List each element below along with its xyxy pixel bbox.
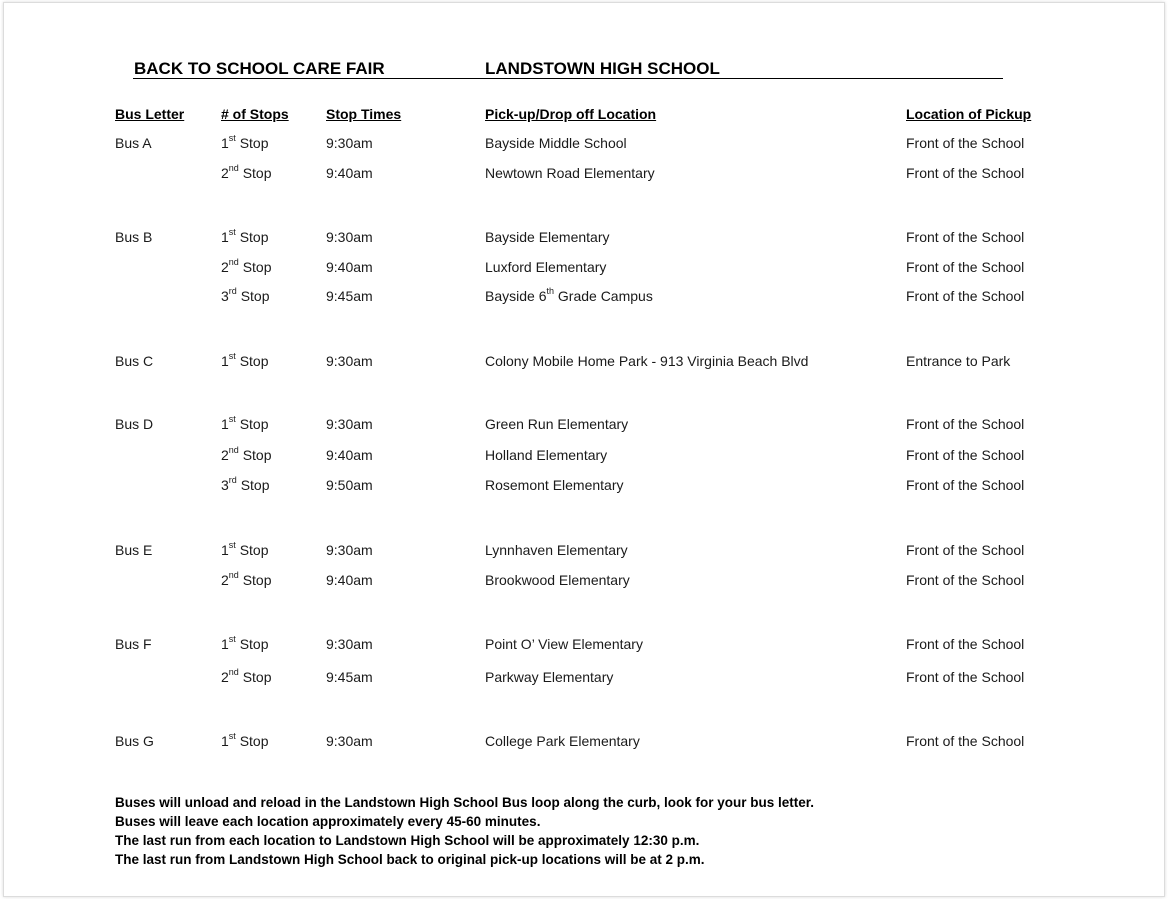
pickup-location-cell: Front of the School: [906, 165, 1025, 181]
table-row: [4, 542, 1164, 562]
table-row: [4, 572, 1164, 592]
pickup-location-cell: Front of the School: [906, 416, 1025, 432]
pickup-location-cell: Front of the School: [906, 636, 1025, 652]
header-num-stops: # of Stops: [221, 106, 289, 122]
location-cell: College Park Elementary: [485, 733, 640, 749]
stop-time-cell: 9:40am: [326, 572, 373, 588]
stop-number-cell: 1st Stop: [221, 133, 269, 151]
table-row: [4, 135, 1164, 155]
stop-time-cell: 9:50am: [326, 477, 373, 493]
pickup-location-cell: Front of the School: [906, 542, 1025, 558]
school-title: LANDSTOWN HIGH SCHOOL: [485, 59, 720, 78]
table-row: [4, 416, 1164, 436]
stop-time-cell: 9:45am: [326, 288, 373, 304]
stop-time-cell: 9:30am: [326, 229, 373, 245]
bus-letter-cell: Bus E: [115, 542, 153, 558]
location-cell: Rosemont Elementary: [485, 477, 624, 493]
header-location: Pick-up/Drop off Location: [485, 106, 657, 122]
stop-number-cell: 1st Stop: [221, 634, 269, 652]
bus-letter-cell: Bus B: [115, 229, 153, 245]
stop-time-cell: 9:30am: [326, 353, 373, 369]
table-row: [4, 229, 1164, 249]
location-cell: Newtown Road Elementary: [485, 165, 655, 181]
pickup-location-cell: Entrance to Park: [906, 353, 1011, 369]
location-cell: Colony Mobile Home Park - 913 Virginia Beach Blvd: [485, 353, 809, 369]
stop-time-cell: 9:30am: [326, 733, 373, 749]
pickup-location-cell: Front of the School: [906, 288, 1025, 304]
pickup-location-cell: Front of the School: [906, 477, 1025, 493]
location-cell: Luxford Elementary: [485, 259, 607, 275]
stop-number-cell: 3rd Stop: [221, 475, 270, 493]
stop-number-cell: 1st Stop: [221, 351, 269, 369]
bus-letter-cell: Bus D: [115, 416, 154, 432]
bus-letter-cell: Bus A: [115, 135, 152, 151]
table-row: [4, 669, 1164, 689]
table-row: [4, 259, 1164, 279]
note-line: The last run from Landstown High School back to original pick-up locations will be at 2 p.m.: [115, 852, 705, 867]
table-row: [4, 733, 1164, 753]
stop-number-cell: 2nd Stop: [221, 445, 272, 463]
stop-number-cell: 1st Stop: [221, 414, 269, 432]
stop-time-cell: 9:40am: [326, 447, 373, 463]
location-cell: Bayside Elementary: [485, 229, 610, 245]
pickup-location-cell: Front of the School: [906, 135, 1025, 151]
stop-time-cell: 9:40am: [326, 259, 373, 275]
note-line: Buses will unload and reload in the Landstown High School Bus loop along the curb, look for your bus letter.: [115, 795, 815, 810]
location-cell: Green Run Elementary: [485, 416, 629, 432]
note-line: The last run from each location to Landstown High School will be approximately 12:30 p.m.: [115, 833, 700, 848]
location-cell: Bayside Middle School: [485, 135, 627, 151]
event-title: BACK TO SCHOOL CARE FAIR: [134, 59, 385, 78]
title-underline: [133, 78, 1003, 79]
location-cell: Lynnhaven Elementary: [485, 542, 628, 558]
table-row: [4, 165, 1164, 185]
location-cell: Point O’ View Elementary: [485, 636, 643, 652]
bus-letter-cell: Bus G: [115, 733, 154, 749]
stop-time-cell: 9:30am: [326, 135, 373, 151]
stop-number-cell: 3rd Stop: [221, 286, 270, 304]
stop-time-cell: 9:30am: [326, 416, 373, 432]
table-row: [4, 636, 1164, 656]
location-cell: Brookwood Elementary: [485, 572, 630, 588]
stop-time-cell: 9:30am: [326, 636, 373, 652]
notes: [115, 793, 814, 869]
pickup-location-cell: Front of the School: [906, 229, 1025, 245]
header-pickup: Location of Pickup: [906, 106, 1032, 122]
table-row: [4, 288, 1164, 308]
bus-letter-cell: Bus C: [115, 353, 154, 369]
stop-number-cell: 1st Stop: [221, 731, 269, 749]
stop-time-cell: 9:30am: [326, 542, 373, 558]
table-row: [4, 353, 1164, 373]
document-page: [3, 2, 1165, 897]
pickup-location-cell: Front of the School: [906, 733, 1025, 749]
pickup-location-cell: Front of the School: [906, 669, 1025, 685]
header-bus-letter: Bus Letter: [115, 106, 185, 122]
location-cell: Holland Elementary: [485, 447, 608, 463]
stop-number-cell: 2nd Stop: [221, 570, 272, 588]
stop-number-cell: 2nd Stop: [221, 163, 272, 181]
pickup-location-cell: Front of the School: [906, 572, 1025, 588]
table-row: [4, 477, 1164, 497]
location-cell: Parkway Elementary: [485, 669, 614, 685]
pickup-location-cell: Front of the School: [906, 259, 1025, 275]
table-row: [4, 447, 1164, 467]
bus-letter-cell: Bus F: [115, 636, 152, 652]
stop-number-cell: 2nd Stop: [221, 667, 272, 685]
note-line: Buses will leave each location approximately every 45-60 minutes.: [115, 814, 541, 829]
stop-number-cell: 2nd Stop: [221, 257, 272, 275]
location-cell: Bayside 6th Grade Campus: [485, 286, 653, 304]
stop-number-cell: 1st Stop: [221, 227, 269, 245]
header-stop-times: Stop Times: [326, 106, 402, 122]
stop-time-cell: 9:45am: [326, 669, 373, 685]
pickup-location-cell: Front of the School: [906, 447, 1025, 463]
stop-number-cell: 1st Stop: [221, 540, 269, 558]
stop-time-cell: 9:40am: [326, 165, 373, 181]
